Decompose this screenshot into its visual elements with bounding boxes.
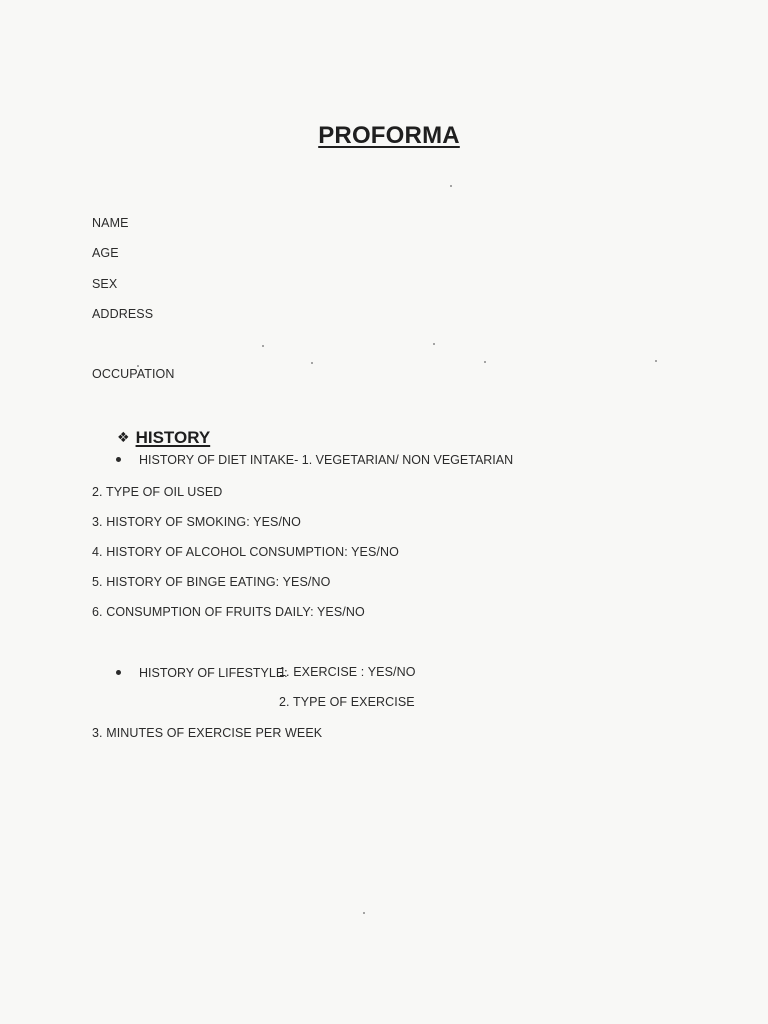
field-name-label: NAME xyxy=(92,216,129,230)
history-heading xyxy=(117,428,210,448)
scan-speck xyxy=(363,912,365,914)
history-item-smoking: 3. HISTORY OF SMOKING: YES/NO xyxy=(92,515,301,529)
history-item-oil: 2. TYPE OF OIL USED xyxy=(92,485,223,499)
diet-intake-item xyxy=(116,453,513,467)
history-item-alcohol: 4. HISTORY OF ALCOHOL CONSUMPTION: YES/NO xyxy=(92,545,399,559)
scan-speck xyxy=(484,361,486,363)
history-item-binge: 5. HISTORY OF BINGE EATING: YES/NO xyxy=(92,575,331,589)
lifestyle-exercise: 1. EXERCISE : YES/NO xyxy=(279,665,416,679)
lifestyle-exercise-minutes: 3. MINUTES OF EXERCISE PER WEEK xyxy=(92,726,323,740)
field-address-label: ADDRESS xyxy=(92,307,154,321)
lifestyle-item xyxy=(116,666,288,680)
scan-speck xyxy=(433,343,435,345)
scan-speck xyxy=(262,345,264,347)
scan-speck xyxy=(450,185,452,187)
field-occupation-label: OCCUPATION xyxy=(92,367,175,381)
field-age-label: AGE xyxy=(92,246,119,260)
lifestyle-exercise-type: 2. TYPE OF EXERCISE xyxy=(279,695,415,709)
bullet-dot-icon xyxy=(116,457,121,462)
scan-speck xyxy=(311,362,313,364)
field-sex-label: SEX xyxy=(92,277,118,291)
lifestyle-label: HISTORY OF LIFESTYLE: xyxy=(139,666,288,680)
scan-speck xyxy=(137,365,139,367)
bullet-dot-icon xyxy=(116,670,121,675)
diet-intake-text: HISTORY OF DIET INTAKE- 1. VEGETARIAN/ NON VEGETARIAN xyxy=(139,453,514,467)
page-title: PROFORMA xyxy=(318,122,460,149)
scan-speck xyxy=(655,360,657,362)
history-item-fruits: 6. CONSUMPTION OF FRUITS DAILY: YES/NO xyxy=(92,605,365,619)
diamond-bullet-icon: ❖ xyxy=(117,429,130,445)
history-heading-text: HISTORY xyxy=(135,428,211,447)
